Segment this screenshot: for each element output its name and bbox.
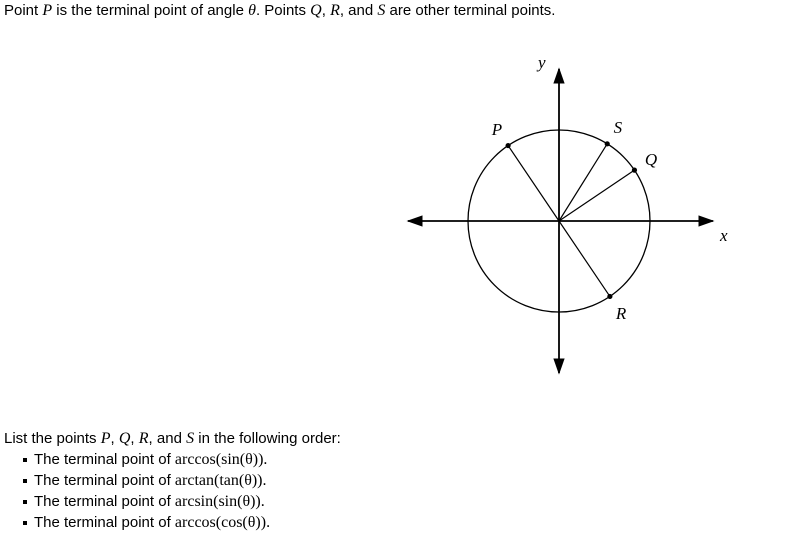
question-point-r: R <box>138 430 149 447</box>
point-p-marker <box>506 143 511 148</box>
list-item <box>34 470 341 491</box>
list-item <box>34 491 341 512</box>
question-point-s: S <box>186 430 195 447</box>
question-text: in the following order: <box>194 430 341 447</box>
y-axis-label: y <box>538 53 546 72</box>
math-expression: arccos(sin(θ)) <box>174 451 264 468</box>
list-item <box>34 512 341 533</box>
intro-text: . Points <box>255 2 311 19</box>
question-point-q: Q <box>118 430 131 447</box>
question-text: , <box>110 430 119 447</box>
ray-s <box>559 144 607 221</box>
point-r-marker <box>607 294 612 299</box>
item-text: The terminal point of <box>34 472 175 489</box>
order-list <box>4 449 341 533</box>
intro-text: is the terminal point of angle <box>52 2 249 19</box>
question-text: List the points <box>4 430 101 447</box>
question-text: , and <box>148 430 187 447</box>
intro-point-q: Q <box>310 2 322 19</box>
item-period: . <box>260 493 265 510</box>
math-expression: arctan(tan(θ)) <box>174 472 263 489</box>
list-item <box>34 449 341 470</box>
question-prompt <box>4 428 341 449</box>
intro-point-r: R <box>330 2 340 19</box>
ray-p <box>508 146 559 221</box>
point-q-label: Q <box>644 149 658 169</box>
intro-text: are other terminal points. <box>385 2 556 19</box>
item-text: The terminal point of <box>34 451 175 468</box>
item-period: . <box>266 514 271 531</box>
point-q-marker <box>632 168 637 173</box>
question-text: , <box>130 430 139 447</box>
item-text: The terminal point of <box>34 514 175 531</box>
intro-point-p: P <box>42 2 53 19</box>
question-block <box>4 428 341 533</box>
x-axis-label: x <box>720 226 728 245</box>
ray-q <box>559 170 634 221</box>
point-p-label: P <box>491 119 503 139</box>
intro-point-s: S <box>377 2 386 19</box>
item-text: The terminal point of <box>34 493 175 510</box>
intro-text: Point <box>4 2 43 19</box>
point-s-marker <box>605 141 610 146</box>
item-period: . <box>262 472 267 489</box>
point-s-label: S <box>613 117 623 137</box>
math-expression: arcsin(sin(θ)) <box>174 493 261 510</box>
intro-text: , and <box>339 2 378 19</box>
math-expression: arccos(cos(θ)) <box>174 514 267 531</box>
point-r-label: R <box>615 304 627 324</box>
item-period: . <box>263 451 268 468</box>
intro-theta: θ <box>248 2 256 19</box>
ray-r <box>559 221 610 296</box>
question-point-p: P <box>100 430 111 447</box>
intro-text: , <box>321 2 331 19</box>
